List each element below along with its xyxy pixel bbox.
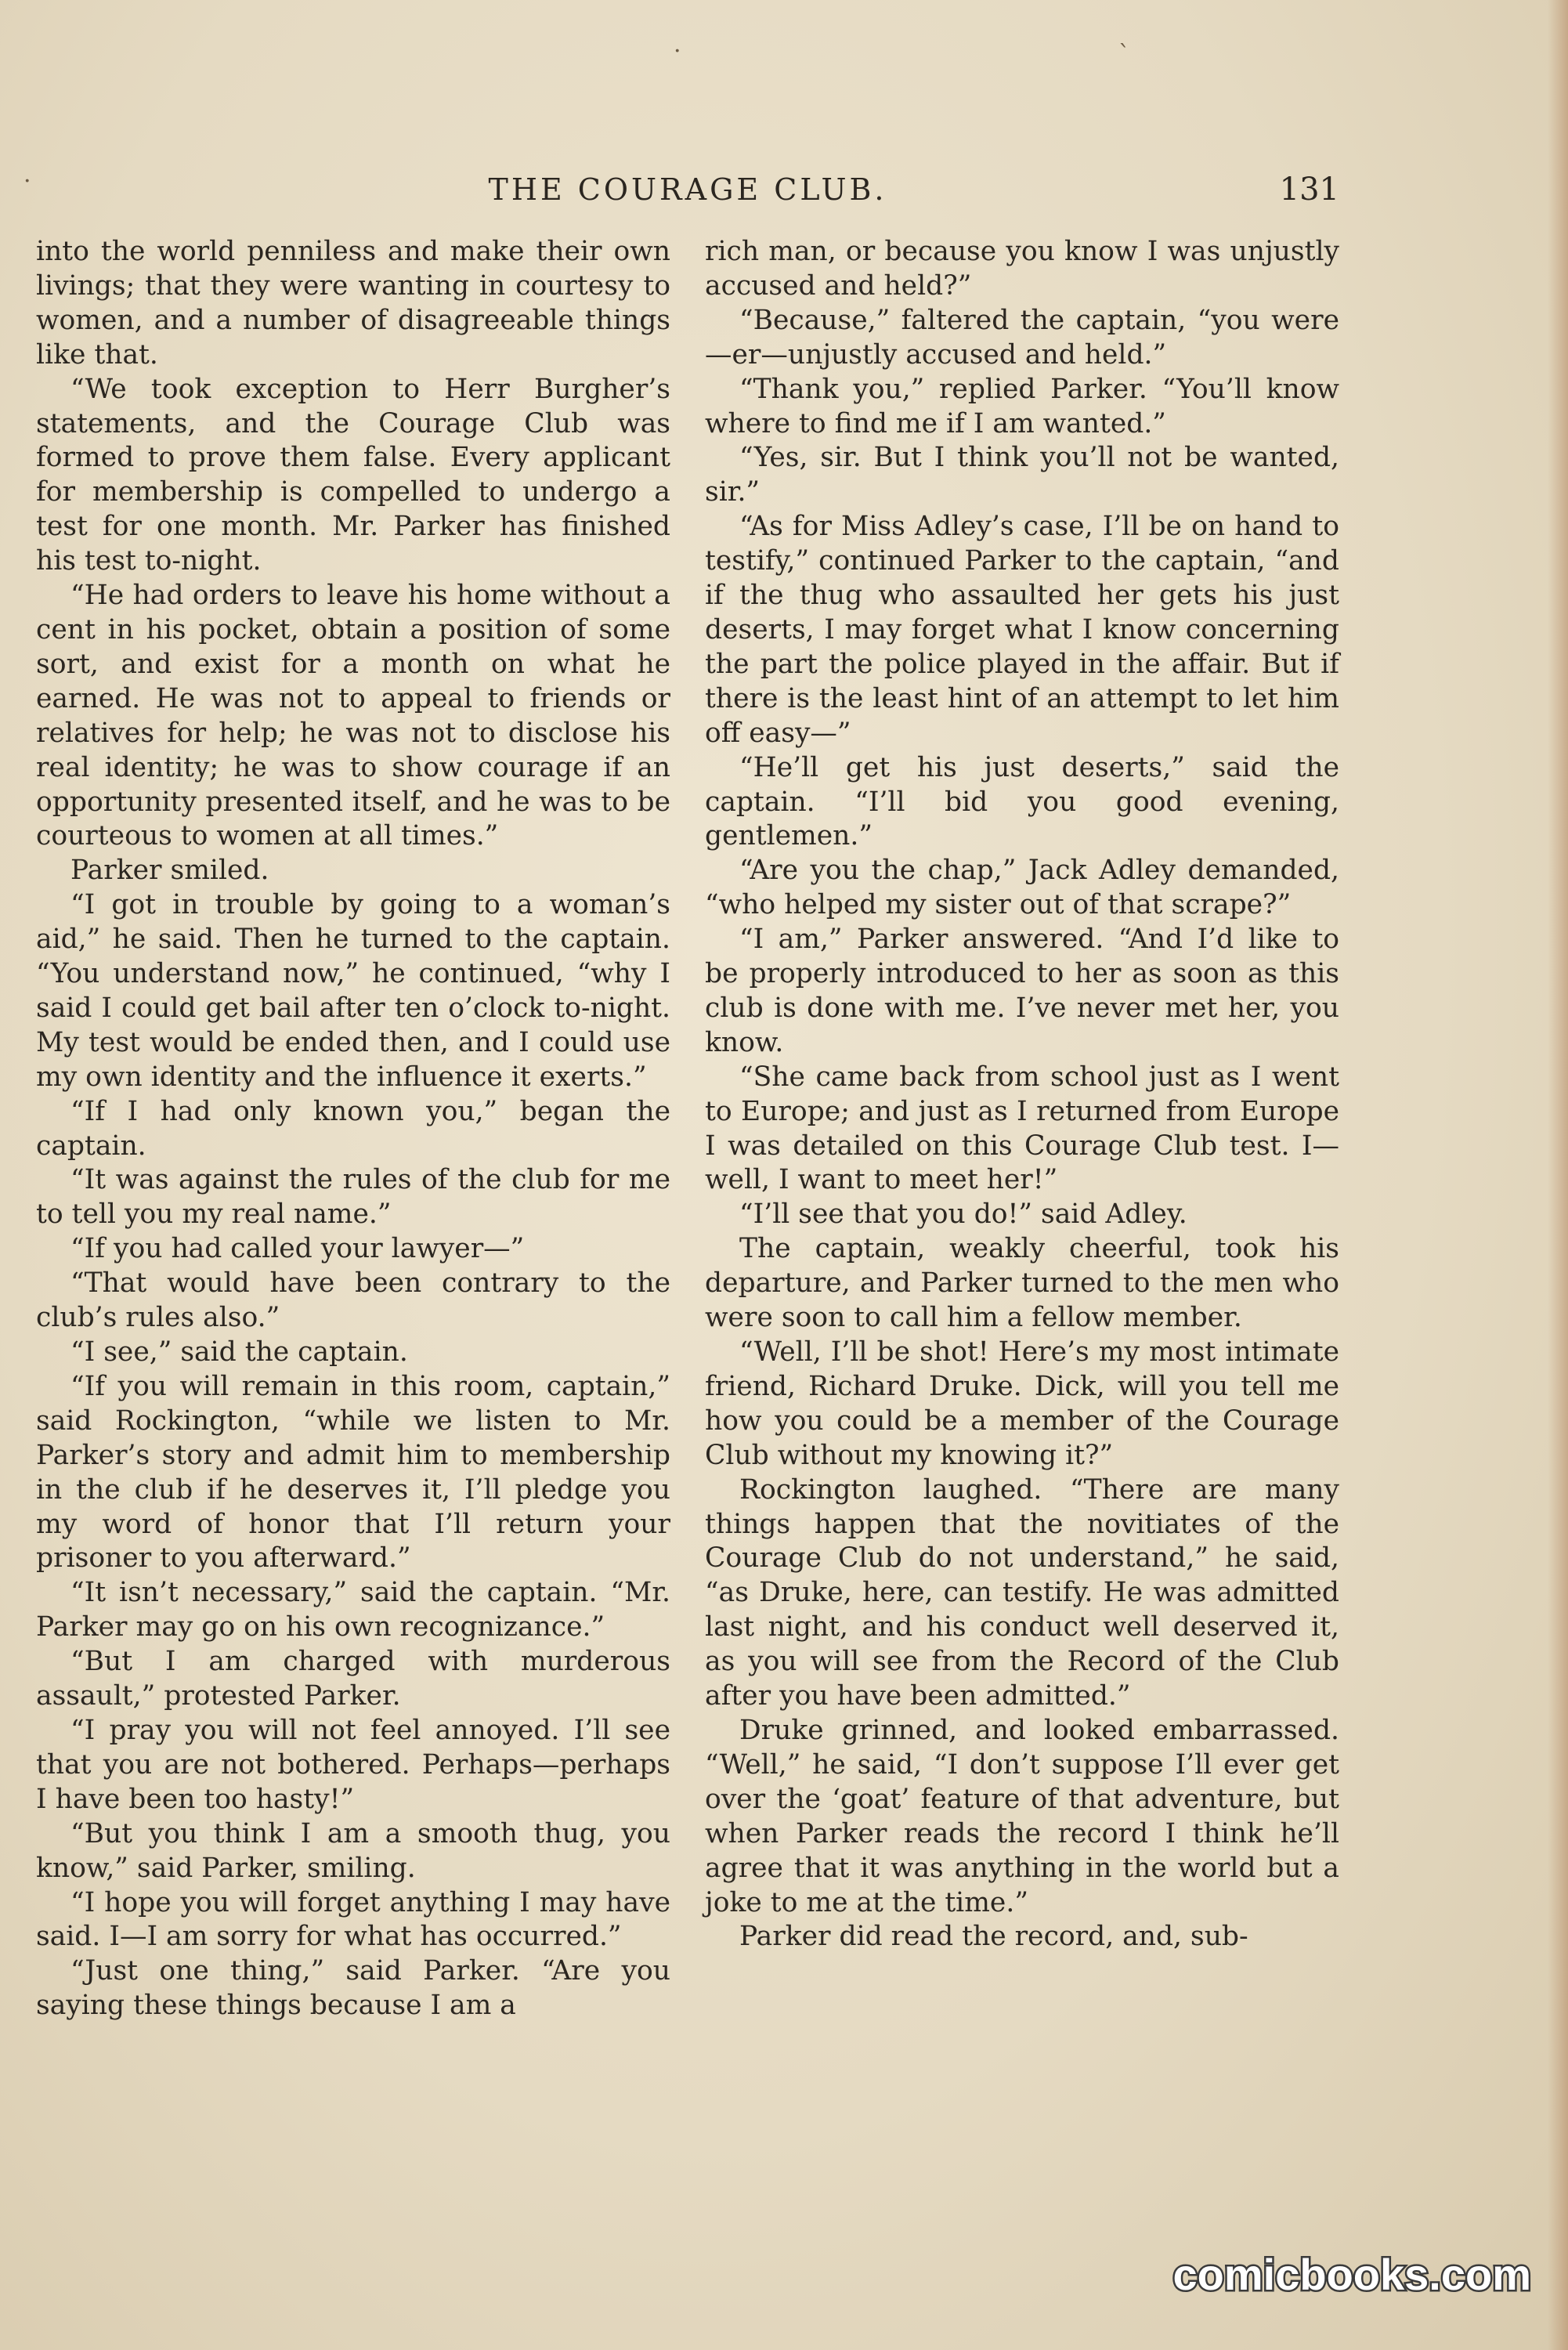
paragraph: “Because,” faltered the captain, “you were—er—unjustly accused and held.” <box>705 304 1339 371</box>
watermark-logo-graphic <box>1136 2244 1535 2307</box>
paragraph: “I am,” Parker answered. “And I’d like to be properly introduced to her as soon as this club is done with me. I’ve never met her, you know. <box>705 924 1339 1058</box>
paragraph: “It was against the rules of the club for me to tell you my real name.” <box>36 1164 670 1231</box>
scan-speck: ` <box>1118 41 1130 68</box>
paragraph: “Thank you,” replied Parker. “You’ll know where to find me if I am wanted.” <box>705 373 1339 439</box>
paragraph: “It isn’t necessary,” said the captain. “Mr. Parker may go on his own recognizance.” <box>36 1577 670 1643</box>
paragraph: “That would have been contrary to the club’s rules also.” <box>36 1267 670 1334</box>
paragraph: “He’ll get his just deserts,” said the captain. “I’ll bid you good evening, gentlemen.” <box>705 751 1339 852</box>
watermark-text: comicbooks.com <box>1172 2250 1531 2299</box>
paragraph: “I hope you will forget anything I may have said. I—I am sorry for what has occurred.” <box>36 1886 670 1953</box>
paragraph: “Well, I’ll be shot! Here’s my most intimate friend, Richard Druke. Dick, will you tell me how you could be a member of the Courage Club without my knowing it?” <box>705 1336 1339 1471</box>
paragraph: “She came back from school just as I went to Europe; and just as I returned from Europe I was detailed on this Courage Club test. I—well, I want to meet her!” <box>705 1061 1339 1196</box>
paragraph: rich man, or because you know I was unjustly accused and held?” <box>705 236 1339 302</box>
running-title: THE COURAGE CLUB. <box>488 172 887 207</box>
paragraph: “But you think I am a smooth thug, you know,” said Parker, smiling. <box>36 1817 670 1884</box>
scan-speck: · <box>23 168 31 195</box>
paragraph: “As for Miss Adley’s case, I’ll be on hand to testify,” continued Parker to the captain, “and if the thug who assaulted her gets his just deserts, I may forget what I know concerning the part the police played in the affair. But if there is the least hint of an attempt to let him off easy—” <box>705 511 1339 749</box>
paragraph: “But I am charged with murderous assault,” protested Parker. <box>36 1646 670 1712</box>
watermark-logo <box>1136 2244 1535 2307</box>
paragraph: “I pray you will not feel annoyed. I’ll see that you are not bothered. Perhaps—perhaps I have been too hasty!” <box>36 1714 670 1815</box>
paragraph: “If you had called your lawyer—” <box>70 1233 525 1265</box>
paragraph: “I’ll see that you do!” said Adley. <box>739 1198 1187 1231</box>
paragraph: “I see,” said the captain. <box>70 1336 408 1368</box>
paragraph: Rockington laughed. “There are many things happen that the novitiates of the Courage Club do not understand,” he said, “as Druke, here, can testify. He was admitted last night, and his conduct well deserved it, as you will see from the Record of the Club after you have been admitted.” <box>705 1473 1339 1712</box>
paragraph: “Are you the chap,” Jack Adley demanded, “who helped my sister out of that scrape?” <box>705 855 1339 921</box>
paragraph: Parker did read the record, and, sub- <box>739 1921 1248 1953</box>
text-column-left <box>36 235 670 2023</box>
text-column-right <box>705 235 1339 1954</box>
paragraph: Druke grinned, and looked embarrassed. “Well,” he said, “I don’t suppose I’ll ever get over the ‘goat’ feature of that adventure, but when Parker reads the record I think he’ll agree that it was anything in the world but a joke to me at the time.” <box>705 1714 1339 1918</box>
page-edge-shadow <box>1548 0 1568 2350</box>
paragraph: “He had orders to leave his home without a cent in his pocket, obtain a position of some sort, and exist for a month on what he earned. He was not to appeal to friends or relatives for help; he was not to disclose his real identity; he was to show courage if an opportunity presented itself, and he was to be courteous to women at all times.” <box>36 580 670 852</box>
paragraph: “Yes, sir. But I think you’ll not be wanted, sir.” <box>705 442 1339 508</box>
scan-speck: · <box>674 38 681 65</box>
paragraph: “We took exception to Herr Burgher’s statements, and the Courage Club was formed to prove them false. Every applicant for membership is compelled to undergo a test for one month. Mr. Parker has finished his test to-night. <box>36 373 670 577</box>
running-header <box>36 166 1339 213</box>
paragraph: “I got in trouble by going to a woman’s aid,” he said. Then he turned to the captain. “You understand now,” he continued, “why I said I could get bail after ten o’clock to-night. My test would be ended then, and I could use my own identity and the influence it exerts.” <box>36 889 670 1093</box>
page-number: 131 <box>1279 172 1339 208</box>
paragraph: “If you will remain in this room, captain,” said Rockington, “while we listen to Mr. Parker’s story and admit him to membership in the club if he deserves it, I’ll pledge you my word of honor that I’ll return your prisoner to you afterward.” <box>36 1370 670 1574</box>
paragraph: “If I had only known you,” began the captain. <box>36 1095 670 1162</box>
paragraph: The captain, weakly cheerful, took his departure, and Parker turned to the men who were soon to call him a fellow member. <box>705 1233 1339 1334</box>
paragraph: Parker smiled. <box>70 855 269 887</box>
paragraph: into the world penniless and make their own livings; that they were wanting in courtesy to women, and a number of disagreeable things like that. <box>36 236 670 371</box>
paragraph: “Just one thing,” said Parker. “Are you saying these things because I am a <box>36 1955 670 2022</box>
